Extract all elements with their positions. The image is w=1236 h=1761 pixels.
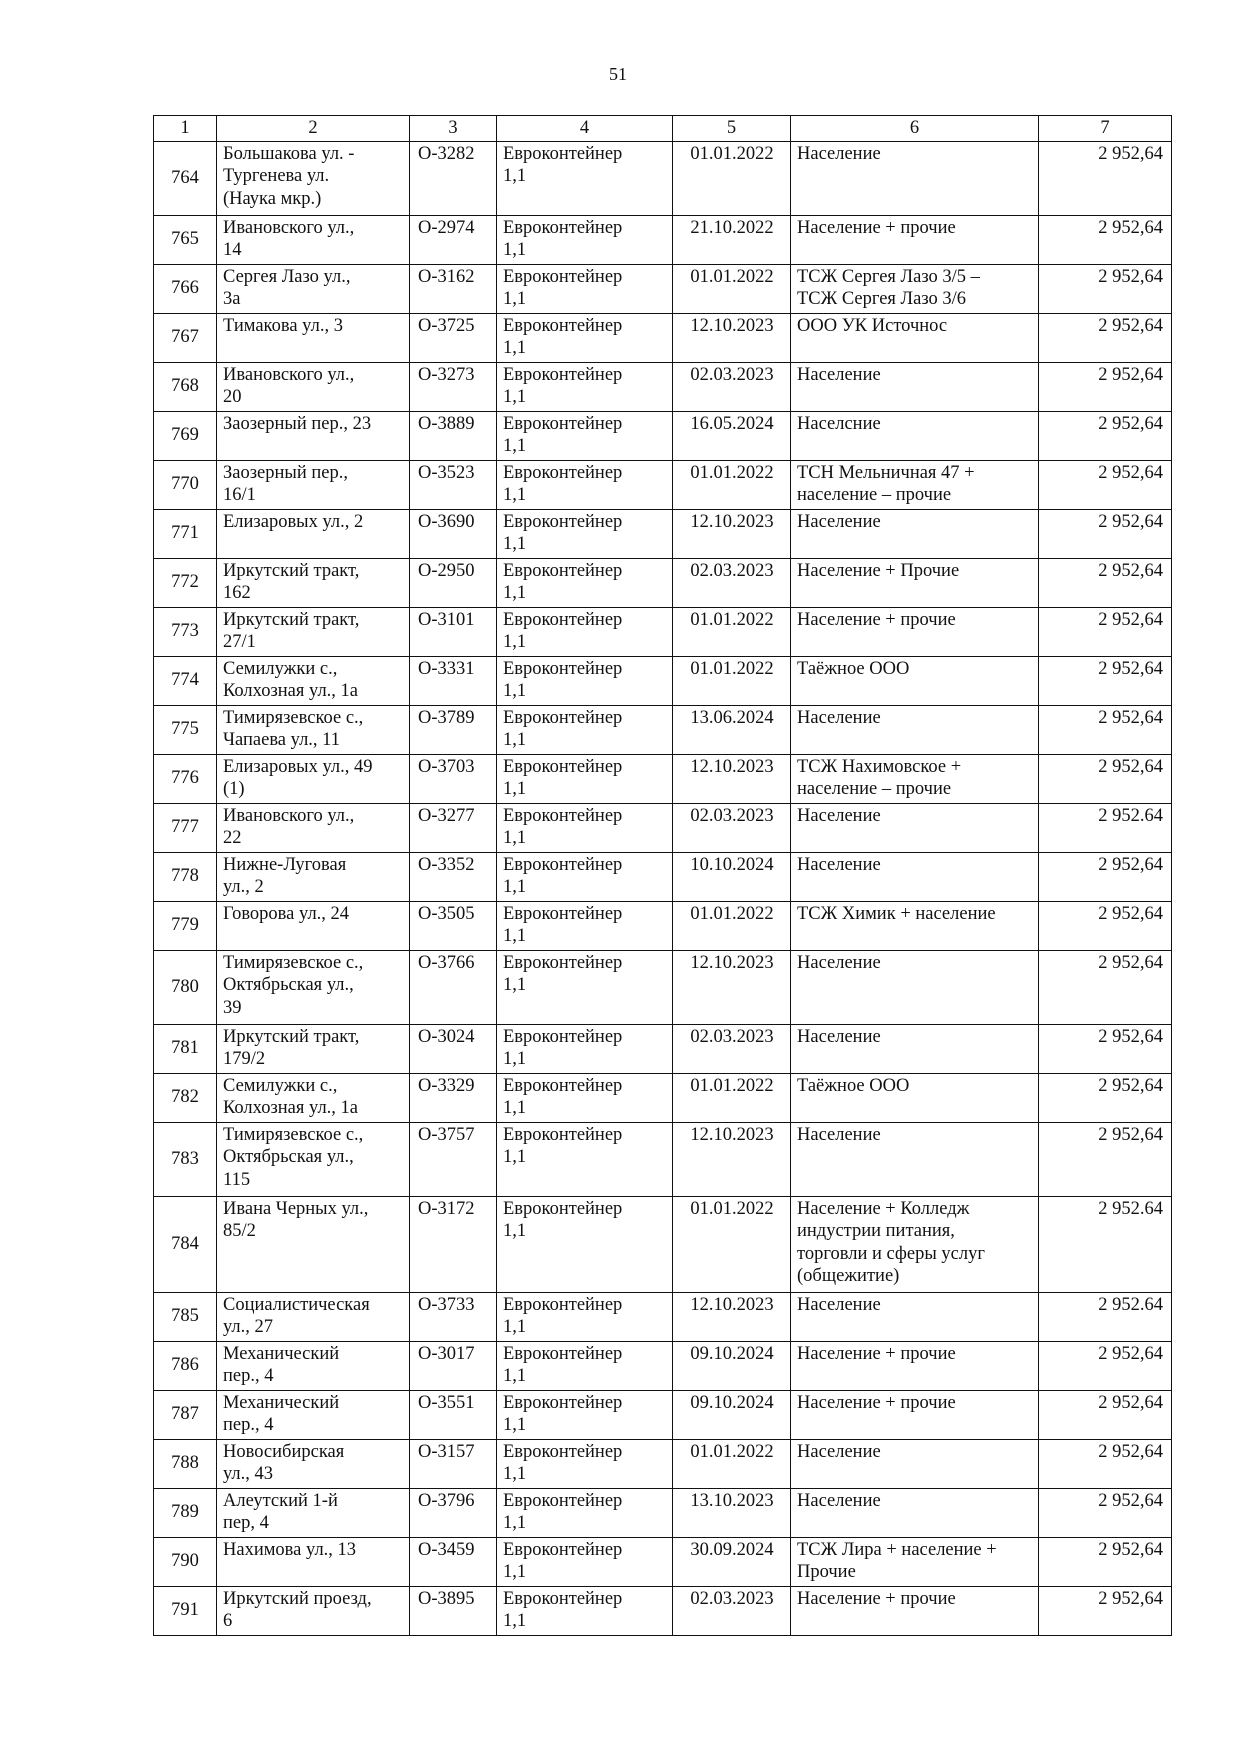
- code-cell: О-2974: [410, 215, 497, 264]
- address-cell: Семилужки с., Колхозная ул., 1а: [217, 656, 410, 705]
- row-number: 786: [154, 1341, 217, 1390]
- amount-cell: 2 952,64: [1039, 754, 1172, 803]
- date-cell: 01.01.2022: [673, 460, 791, 509]
- code-cell: О-3277: [410, 803, 497, 852]
- date-cell: 12.10.2023: [673, 1122, 791, 1196]
- address-cell: Ивана Черных ул., 85/2: [217, 1196, 410, 1292]
- row-number: 779: [154, 901, 217, 950]
- column-header: 5: [673, 116, 791, 142]
- date-cell: 13.06.2024: [673, 705, 791, 754]
- container-cell: Евроконтейнер 1,1: [497, 901, 673, 950]
- table-row: [154, 1537, 1172, 1586]
- owner-cell: ТСЖ Лира + население + Прочие: [791, 1537, 1039, 1586]
- code-cell: О-3331: [410, 656, 497, 705]
- address-cell: Ивановского ул., 14: [217, 215, 410, 264]
- address-cell: Иркутский проезд, 6: [217, 1586, 410, 1635]
- code-cell: О-3789: [410, 705, 497, 754]
- amount-cell: 2 952,64: [1039, 852, 1172, 901]
- owner-cell: Население: [791, 362, 1039, 411]
- date-cell: 10.10.2024: [673, 852, 791, 901]
- date-cell: 02.03.2023: [673, 803, 791, 852]
- table-row: [154, 1586, 1172, 1635]
- code-cell: О-3157: [410, 1439, 497, 1488]
- container-cell: Евроконтейнер 1,1: [497, 362, 673, 411]
- table-row: [154, 460, 1172, 509]
- date-cell: 02.03.2023: [673, 1586, 791, 1635]
- amount-cell: 2 952,64: [1039, 460, 1172, 509]
- row-number: 775: [154, 705, 217, 754]
- code-cell: О-3282: [410, 141, 497, 215]
- owner-cell: Население: [791, 950, 1039, 1024]
- container-cell: Евроконтейнер 1,1: [497, 1488, 673, 1537]
- row-number: 777: [154, 803, 217, 852]
- column-header: 7: [1039, 116, 1172, 142]
- date-cell: 12.10.2023: [673, 509, 791, 558]
- owner-cell: Население + Прочие: [791, 558, 1039, 607]
- amount-cell: 2 952,64: [1039, 1024, 1172, 1073]
- table-row: [154, 852, 1172, 901]
- amount-cell: 2 952,64: [1039, 950, 1172, 1024]
- owner-cell: Население: [791, 141, 1039, 215]
- table-row: [154, 264, 1172, 313]
- table-row: [154, 509, 1172, 558]
- date-cell: 01.01.2022: [673, 1439, 791, 1488]
- code-cell: О-3162: [410, 264, 497, 313]
- amount-cell: 2 952,64: [1039, 362, 1172, 411]
- code-cell: О-3895: [410, 1586, 497, 1635]
- table-row: [154, 607, 1172, 656]
- container-cell: Евроконтейнер 1,1: [497, 705, 673, 754]
- code-cell: О-3523: [410, 460, 497, 509]
- owner-cell: Население + прочие: [791, 1586, 1039, 1635]
- table-row: [154, 754, 1172, 803]
- address-cell: Большакова ул. - Тургенева ул. (Наука мкр.): [217, 141, 410, 215]
- date-cell: 01.01.2022: [673, 1196, 791, 1292]
- row-number: 781: [154, 1024, 217, 1073]
- code-cell: О-3766: [410, 950, 497, 1024]
- date-cell: 02.03.2023: [673, 362, 791, 411]
- owner-cell: Население: [791, 1122, 1039, 1196]
- container-cell: Евроконтейнер 1,1: [497, 1341, 673, 1390]
- table-row: [154, 1196, 1172, 1292]
- owner-cell: Население: [791, 1292, 1039, 1341]
- date-cell: 16.05.2024: [673, 411, 791, 460]
- address-cell: Тимирязевское с., Чапаева ул., 11: [217, 705, 410, 754]
- amount-cell: 2 952,64: [1039, 141, 1172, 215]
- table-row: [154, 1292, 1172, 1341]
- container-cell: Евроконтейнер 1,1: [497, 411, 673, 460]
- container-cell: Евроконтейнер 1,1: [497, 1586, 673, 1635]
- row-number: 788: [154, 1439, 217, 1488]
- row-number: 764: [154, 141, 217, 215]
- address-cell: Тимирязевское с., Октябрьская ул., 39: [217, 950, 410, 1024]
- table-row: [154, 215, 1172, 264]
- owner-cell: Таёжное ООО: [791, 1073, 1039, 1122]
- address-cell: Елизаровых ул., 49 (1): [217, 754, 410, 803]
- owner-cell: Население: [791, 1488, 1039, 1537]
- container-cell: Евроконтейнер 1,1: [497, 1390, 673, 1439]
- address-cell: Социалистическая ул., 27: [217, 1292, 410, 1341]
- owner-cell: Население + прочие: [791, 1390, 1039, 1439]
- owner-cell: ТСН Мельничная 47 + население – прочие: [791, 460, 1039, 509]
- amount-cell: 2 952,64: [1039, 1390, 1172, 1439]
- owner-cell: Населсние: [791, 411, 1039, 460]
- code-cell: О-3459: [410, 1537, 497, 1586]
- date-cell: 01.01.2022: [673, 607, 791, 656]
- table-row: [154, 313, 1172, 362]
- column-header: 3: [410, 116, 497, 142]
- date-cell: 01.01.2022: [673, 656, 791, 705]
- table-row: [154, 901, 1172, 950]
- code-cell: О-3101: [410, 607, 497, 656]
- amount-cell: 2 952,64: [1039, 1341, 1172, 1390]
- code-cell: О-3725: [410, 313, 497, 362]
- table-row: [154, 1390, 1172, 1439]
- address-cell: Механический пер., 4: [217, 1341, 410, 1390]
- owner-cell: ООО УК Источнос: [791, 313, 1039, 362]
- date-cell: 01.01.2022: [673, 141, 791, 215]
- date-cell: 13.10.2023: [673, 1488, 791, 1537]
- table-row: [154, 362, 1172, 411]
- amount-cell: 2 952,64: [1039, 411, 1172, 460]
- page-number: 51: [609, 64, 627, 84]
- container-cell: Евроконтейнер 1,1: [497, 313, 673, 362]
- table-row: [154, 656, 1172, 705]
- row-number: 790: [154, 1537, 217, 1586]
- row-number: 791: [154, 1586, 217, 1635]
- date-cell: 30.09.2024: [673, 1537, 791, 1586]
- address-cell: Новосибирская ул., 43: [217, 1439, 410, 1488]
- container-cell: Евроконтейнер 1,1: [497, 1292, 673, 1341]
- owner-cell: Население: [791, 509, 1039, 558]
- table-row: [154, 950, 1172, 1024]
- amount-cell: 2 952,64: [1039, 215, 1172, 264]
- container-cell: Евроконтейнер 1,1: [497, 509, 673, 558]
- address-cell: Иркутский тракт, 179/2: [217, 1024, 410, 1073]
- address-cell: Алеутский 1-й пер, 4: [217, 1488, 410, 1537]
- amount-cell: 2 952,64: [1039, 901, 1172, 950]
- container-cell: Евроконтейнер 1,1: [497, 950, 673, 1024]
- amount-cell: 2 952,64: [1039, 1586, 1172, 1635]
- column-header: 1: [154, 116, 217, 142]
- row-number: 767: [154, 313, 217, 362]
- code-cell: О-3703: [410, 754, 497, 803]
- container-cell: Евроконтейнер 1,1: [497, 852, 673, 901]
- row-number: 787: [154, 1390, 217, 1439]
- amount-cell: 2 952,64: [1039, 558, 1172, 607]
- container-cell: Евроконтейнер 1,1: [497, 1196, 673, 1292]
- address-cell: Ивановского ул., 20: [217, 362, 410, 411]
- row-number: 784: [154, 1196, 217, 1292]
- address-cell: Иркутский тракт, 27/1: [217, 607, 410, 656]
- code-cell: О-2950: [410, 558, 497, 607]
- owner-cell: Население + прочие: [791, 607, 1039, 656]
- date-cell: 12.10.2023: [673, 950, 791, 1024]
- container-cell: Евроконтейнер 1,1: [497, 1439, 673, 1488]
- owner-cell: ТСЖ Химик + население: [791, 901, 1039, 950]
- owner-cell: Население + прочие: [791, 1341, 1039, 1390]
- address-cell: Тимакова ул., 3: [217, 313, 410, 362]
- date-cell: 01.01.2022: [673, 264, 791, 313]
- date-cell: 09.10.2024: [673, 1341, 791, 1390]
- code-cell: О-3889: [410, 411, 497, 460]
- address-cell: Механический пер., 4: [217, 1390, 410, 1439]
- row-number: 770: [154, 460, 217, 509]
- owner-cell: Население: [791, 852, 1039, 901]
- amount-cell: 2 952.64: [1039, 803, 1172, 852]
- date-cell: 02.03.2023: [673, 558, 791, 607]
- amount-cell: 2 952,64: [1039, 656, 1172, 705]
- amount-cell: 2 952,64: [1039, 509, 1172, 558]
- date-cell: 12.10.2023: [673, 313, 791, 362]
- table-row: [154, 411, 1172, 460]
- amount-cell: 2 952,64: [1039, 1073, 1172, 1122]
- row-number: 773: [154, 607, 217, 656]
- container-cell: Евроконтейнер 1,1: [497, 1024, 673, 1073]
- container-cell: Евроконтейнер 1,1: [497, 215, 673, 264]
- address-cell: Елизаровых ул., 2: [217, 509, 410, 558]
- address-cell: Говорова ул., 24: [217, 901, 410, 950]
- date-cell: 21.10.2022: [673, 215, 791, 264]
- container-cell: Евроконтейнер 1,1: [497, 1537, 673, 1586]
- address-cell: Семилужки с., Колхозная ул., 1а: [217, 1073, 410, 1122]
- code-cell: О-3329: [410, 1073, 497, 1122]
- row-number: 768: [154, 362, 217, 411]
- container-cell: Евроконтейнер 1,1: [497, 141, 673, 215]
- date-cell: 12.10.2023: [673, 754, 791, 803]
- address-cell: Иркутский тракт, 162: [217, 558, 410, 607]
- address-cell: Ивановского ул., 22: [217, 803, 410, 852]
- date-cell: 09.10.2024: [673, 1390, 791, 1439]
- code-cell: О-3551: [410, 1390, 497, 1439]
- table-row: [154, 1488, 1172, 1537]
- amount-cell: 2 952,64: [1039, 1122, 1172, 1196]
- row-number: 766: [154, 264, 217, 313]
- code-cell: О-3024: [410, 1024, 497, 1073]
- amount-cell: 2 952,64: [1039, 264, 1172, 313]
- row-number: 789: [154, 1488, 217, 1537]
- address-cell: Сергея Лазо ул., 3а: [217, 264, 410, 313]
- address-cell: Нахимова ул., 13: [217, 1537, 410, 1586]
- row-number: 776: [154, 754, 217, 803]
- table-row: [154, 1024, 1172, 1073]
- amount-cell: 2 952,64: [1039, 1439, 1172, 1488]
- code-cell: О-3505: [410, 901, 497, 950]
- code-cell: О-3273: [410, 362, 497, 411]
- row-number: 782: [154, 1073, 217, 1122]
- table-row: [154, 1439, 1172, 1488]
- container-cell: Евроконтейнер 1,1: [497, 1073, 673, 1122]
- address-cell: Заозерный пер., 23: [217, 411, 410, 460]
- code-cell: О-3017: [410, 1341, 497, 1390]
- owner-cell: Население: [791, 803, 1039, 852]
- header-row: [154, 116, 1172, 142]
- container-cell: Евроконтейнер 1,1: [497, 656, 673, 705]
- column-header: 6: [791, 116, 1039, 142]
- container-cell: Евроконтейнер 1,1: [497, 1122, 673, 1196]
- table-row: [154, 1341, 1172, 1390]
- amount-cell: 2 952,64: [1039, 1488, 1172, 1537]
- owner-cell: Население: [791, 1024, 1039, 1073]
- amount-cell: 2 952,64: [1039, 1537, 1172, 1586]
- code-cell: О-3690: [410, 509, 497, 558]
- amount-cell: 2 952,64: [1039, 607, 1172, 656]
- code-cell: О-3796: [410, 1488, 497, 1537]
- date-cell: 01.01.2022: [673, 1073, 791, 1122]
- row-number: 765: [154, 215, 217, 264]
- table-row: [154, 803, 1172, 852]
- amount-cell: 2 952,64: [1039, 313, 1172, 362]
- row-number: 769: [154, 411, 217, 460]
- row-number: 785: [154, 1292, 217, 1341]
- amount-cell: 2 952.64: [1039, 1292, 1172, 1341]
- row-number: 771: [154, 509, 217, 558]
- table-row: [154, 1122, 1172, 1196]
- row-number: 778: [154, 852, 217, 901]
- row-number: 772: [154, 558, 217, 607]
- amount-cell: 2 952,64: [1039, 705, 1172, 754]
- address-cell: Нижне-Луговая ул., 2: [217, 852, 410, 901]
- owner-cell: ТСЖ Сергея Лазо 3/5 – ТСЖ Сергея Лазо 3/6: [791, 264, 1039, 313]
- date-cell: 02.03.2023: [673, 1024, 791, 1073]
- date-cell: 01.01.2022: [673, 901, 791, 950]
- amount-cell: 2 952.64: [1039, 1196, 1172, 1292]
- table-row: [154, 558, 1172, 607]
- container-cell: Евроконтейнер 1,1: [497, 558, 673, 607]
- table-row: [154, 705, 1172, 754]
- table-row: [154, 1073, 1172, 1122]
- data-table: [153, 115, 1172, 1636]
- code-cell: О-3733: [410, 1292, 497, 1341]
- row-number: 783: [154, 1122, 217, 1196]
- code-cell: О-3352: [410, 852, 497, 901]
- code-cell: О-3757: [410, 1122, 497, 1196]
- date-cell: 12.10.2023: [673, 1292, 791, 1341]
- column-header: 2: [217, 116, 410, 142]
- owner-cell: Население + прочие: [791, 215, 1039, 264]
- address-cell: Тимирязевское с., Октябрьская ул., 115: [217, 1122, 410, 1196]
- column-header: 4: [497, 116, 673, 142]
- owner-cell: Таёжное ООО: [791, 656, 1039, 705]
- owner-cell: Население + Колледж индустрии питания, торговли и сферы услуг (общежитие): [791, 1196, 1039, 1292]
- owner-cell: Население: [791, 705, 1039, 754]
- address-cell: Заозерный пер., 16/1: [217, 460, 410, 509]
- container-cell: Евроконтейнер 1,1: [497, 607, 673, 656]
- code-cell: О-3172: [410, 1196, 497, 1292]
- container-cell: Евроконтейнер 1,1: [497, 460, 673, 509]
- container-cell: Евроконтейнер 1,1: [497, 754, 673, 803]
- row-number: 780: [154, 950, 217, 1024]
- row-number: 774: [154, 656, 217, 705]
- container-cell: Евроконтейнер 1,1: [497, 803, 673, 852]
- container-cell: Евроконтейнер 1,1: [497, 264, 673, 313]
- owner-cell: Население: [791, 1439, 1039, 1488]
- table-row: [154, 141, 1172, 215]
- owner-cell: ТСЖ Нахимовское + население – прочие: [791, 754, 1039, 803]
